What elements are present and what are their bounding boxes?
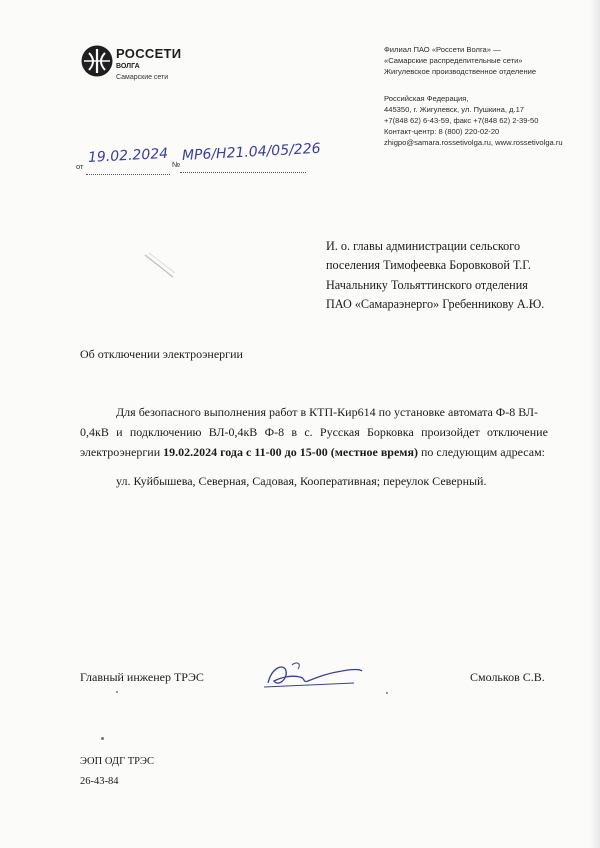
org-line: «Самарские распределительные сети» [384, 56, 523, 65]
addressee-block [326, 237, 550, 314]
contact-line: 445350, г. Жигулевск, ул. Пушкина, д.17 [384, 105, 525, 114]
executor-phone: 26-43-84 [80, 776, 119, 787]
scan-smudge [143, 251, 177, 281]
body-line-3 [80, 442, 548, 462]
signer-position: Главный инженер ТРЭС [80, 670, 204, 684]
body-word: с. [304, 425, 313, 440]
logo-subsidiary: ВОЛГА [116, 63, 140, 70]
body-word: Ф-8 [264, 425, 285, 440]
body-word: отключение [486, 425, 548, 440]
contact-line: Контакт-центр: 8 (800) 220-02-20 [384, 127, 500, 136]
contact-line: +7(848 62) 6-43-59, факс +7(848 62) 2-39-50 [384, 116, 539, 125]
org-line: Филиал ПАО «Россети Волга» — [384, 45, 501, 54]
logo-name: РОССЕТИ [116, 46, 182, 61]
outage-addresses: ул. Куйбышева, Северная, Садовая, Кооперативная; переулок Северный. [116, 473, 487, 488]
addressee-line: поселения Тимофеевка Боровковой Т.Г. [326, 258, 531, 273]
body-word: в [291, 425, 298, 440]
company-logo [80, 44, 200, 92]
body-line-1: Для безопасного выполнения работ в КТП-Кир614 по установке автомата Ф-8 ВЛ- [116, 405, 538, 419]
outgoing-number-value: МР6/Н21.04/05/226 [181, 140, 321, 164]
addressee-line: Начальнику Тольяттинского отделения [326, 277, 528, 292]
addressee-line: И. о. главы администрации сельского [326, 239, 521, 253]
outage-time: 19.02.2024 года с 11-00 до 15-00 (местное время) [163, 445, 418, 460]
body-word: и [116, 425, 123, 440]
letter-subject: Об отключении электроэнергии [80, 347, 243, 361]
body-line-2 [80, 422, 548, 442]
body-word: произойдет [421, 425, 480, 440]
number-label: № [172, 160, 181, 169]
outgoing-date: 19.02.2024 [87, 145, 169, 166]
body-word: Борковка [367, 425, 414, 440]
body-line-3-suffix: по следующим адресам: [417, 445, 545, 460]
outgoing-number [76, 140, 321, 180]
signer-name: Смольков С.В. [470, 670, 545, 684]
executor-unit: ЭОП ОДГ ТРЭС [80, 756, 154, 767]
from-label: от [76, 162, 84, 171]
body-line-3-prefix: электроэнергии [80, 445, 164, 460]
organization-info [384, 44, 594, 148]
logo-region: Самарские сети [116, 74, 169, 81]
contact-line: Российская Федерация, [384, 94, 469, 103]
body-word: Русская [319, 425, 360, 440]
body-word: подключению [129, 425, 202, 440]
contact-line: zhigpo@samara.rossetivolga.ru, www.rossetivolga.ru [384, 138, 563, 147]
body-word: ВЛ-0,4кВ [208, 425, 258, 440]
addressee-line: ПАО «Самараэнерго» Гребенникову А.Ю. [326, 296, 545, 311]
rosseti-logo-icon [80, 44, 114, 78]
org-line: Жигулевское производственное отделение [384, 67, 537, 76]
letter-body [80, 402, 548, 491]
body-word: 0,4кВ [80, 425, 109, 440]
handwritten-signature [262, 657, 366, 697]
